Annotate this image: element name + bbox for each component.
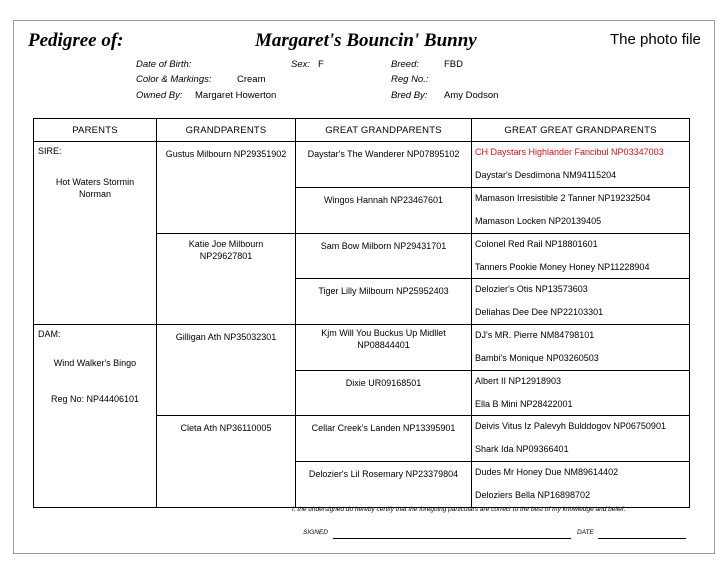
dog-name: Margaret's Bouncin' Bunny	[255, 30, 477, 51]
great-great-grandparent-cell	[472, 462, 690, 508]
color-label: Color & Markings:	[136, 74, 212, 85]
photo-placeholder: The photo file	[610, 31, 701, 48]
ggg-name: Daystar's Desdimona NM94115204	[475, 170, 617, 180]
great-great-grandparent-cell	[472, 371, 690, 416]
ggg-name: Albert II NP12918903	[475, 376, 562, 386]
ggg-name: Tanners Pookie Money Honey NP11228904	[475, 262, 650, 272]
great-great-grandparent-cell	[472, 234, 690, 279]
pedigree-label: Pedigree of:	[28, 30, 124, 51]
signature-line[interactable]	[333, 538, 571, 539]
grandparent-name: Gilligan Ath NP35032301	[175, 332, 277, 342]
reg-label: Reg No.:	[391, 74, 429, 85]
great-grandparent-name: Kjm Will You Buckus Up Midllet NP08844401	[321, 328, 446, 350]
great-grandparent-cell	[296, 462, 472, 508]
great-grandparent-cell	[296, 234, 472, 279]
ggg-name: Mamason Irresistible 2 Tanner NP19232504	[475, 193, 651, 203]
ggg-name: Mamason Locken NP20139405	[475, 216, 602, 226]
great-great-grandparent-cell	[472, 416, 690, 462]
bred-value: Amy Dodson	[444, 90, 499, 101]
ggg-name: Bambi's Monique NP03260503	[475, 353, 599, 363]
sex-value: F	[318, 59, 324, 70]
dob-label: Date of Birth:	[136, 59, 192, 70]
owned-label: Owned By:	[136, 90, 183, 101]
color-value: Cream	[237, 74, 266, 85]
great-grandparent-cell	[296, 142, 472, 188]
great-grandparent-cell	[296, 416, 472, 462]
signed-label: SIGNED	[303, 529, 328, 536]
dam-label: DAM:	[38, 329, 61, 339]
grandparent-cell	[157, 325, 296, 416]
ggg-name: Colonel Red Rail NP18801601	[475, 239, 598, 249]
date-line[interactable]	[598, 538, 686, 539]
dam-name: Wind Walker's Bingo	[53, 358, 137, 368]
great-grandparent-name: Wingos Hannah NP23467601	[323, 195, 444, 205]
great-great-grandparent-cell	[472, 279, 690, 325]
great-grandparent-name: Daystar's The Wanderer NP07895102	[307, 149, 460, 159]
certification-statement: I, the undersigned do hereby certify that the foregoing particulars are correct to the best of my knowledge and belief.	[292, 506, 626, 513]
breed-value: FBD	[444, 59, 463, 70]
great-grandparent-cell	[296, 279, 472, 325]
great-grandparent-cell	[296, 325, 472, 371]
owned-value: Margaret Howerton	[195, 90, 277, 101]
ggg-name: Shark Ida NP09366401	[475, 444, 569, 454]
breed-label: Breed:	[391, 59, 419, 70]
sire-cell	[34, 142, 157, 325]
date-label: DATE	[577, 529, 594, 536]
dam-reg-number: Reg No: NP44406101	[50, 394, 140, 404]
ggg-name: DJ's MR. Pierre NM84798101	[475, 330, 595, 340]
grandparent-cell	[157, 416, 296, 508]
great-great-grandparent-cell	[472, 142, 690, 188]
grandparent-cell	[157, 234, 296, 325]
great-grandparent-name: Tiger Lilly Milbourn NP25952403	[318, 286, 449, 296]
great-grandparent-name: Cellar Creek's Landen NP13395901	[311, 423, 456, 433]
dam-cell	[34, 325, 157, 508]
header-great-great-grandparents: GREAT GREAT GRANDPARENTS	[472, 119, 690, 142]
great-grandparent-name: Dixie UR09168501	[345, 378, 422, 388]
great-grandparent-name: Sam Bow Milborn NP29431701	[320, 241, 447, 251]
bred-label: Bred By:	[391, 90, 428, 101]
grandparent-cell	[157, 142, 296, 234]
ggg-name: Ella B Mini NP28422001	[475, 399, 573, 409]
ggg-name: Deivis Vitus Iz Palevyh Bulddogov NP06750901	[475, 421, 666, 431]
great-grandparent-cell	[296, 371, 472, 416]
sire-name: Hot Waters Stormin Norman	[55, 177, 135, 199]
grandparent-name: Katie Joe Milbourn NP29627801	[188, 239, 264, 261]
header-parents: PARENTS	[34, 119, 157, 142]
sire-label: SIRE:	[38, 146, 62, 156]
sex-label: Sex:	[291, 59, 311, 70]
pedigree-table	[33, 118, 690, 508]
great-grandparent-cell	[296, 188, 472, 234]
grandparent-name: Gustus Milbourn NP29351902	[165, 149, 287, 159]
ggg-name: CH Daystars Highlander Fancibul NP03347003	[475, 147, 664, 157]
ggg-name: Deloziers Bella NP16898702	[475, 490, 591, 500]
header-grandparents: GRANDPARENTS	[157, 119, 296, 142]
ggg-name: Delozier's Otis NP13573603	[475, 284, 588, 294]
grandparent-name: Cleta Ath NP36110005	[180, 423, 272, 433]
great-grandparent-name: Delozier's Lil Rosemary NP23379804	[308, 469, 459, 479]
great-great-grandparent-cell	[472, 188, 690, 234]
ggg-name: Deliahas Dee Dee NP22103301	[475, 307, 604, 317]
great-great-grandparent-cell	[472, 325, 690, 371]
ggg-name: Dudes Mr Honey Due NM89614402	[475, 467, 619, 477]
header-great-grandparents: GREAT GRANDPARENTS	[296, 119, 472, 142]
